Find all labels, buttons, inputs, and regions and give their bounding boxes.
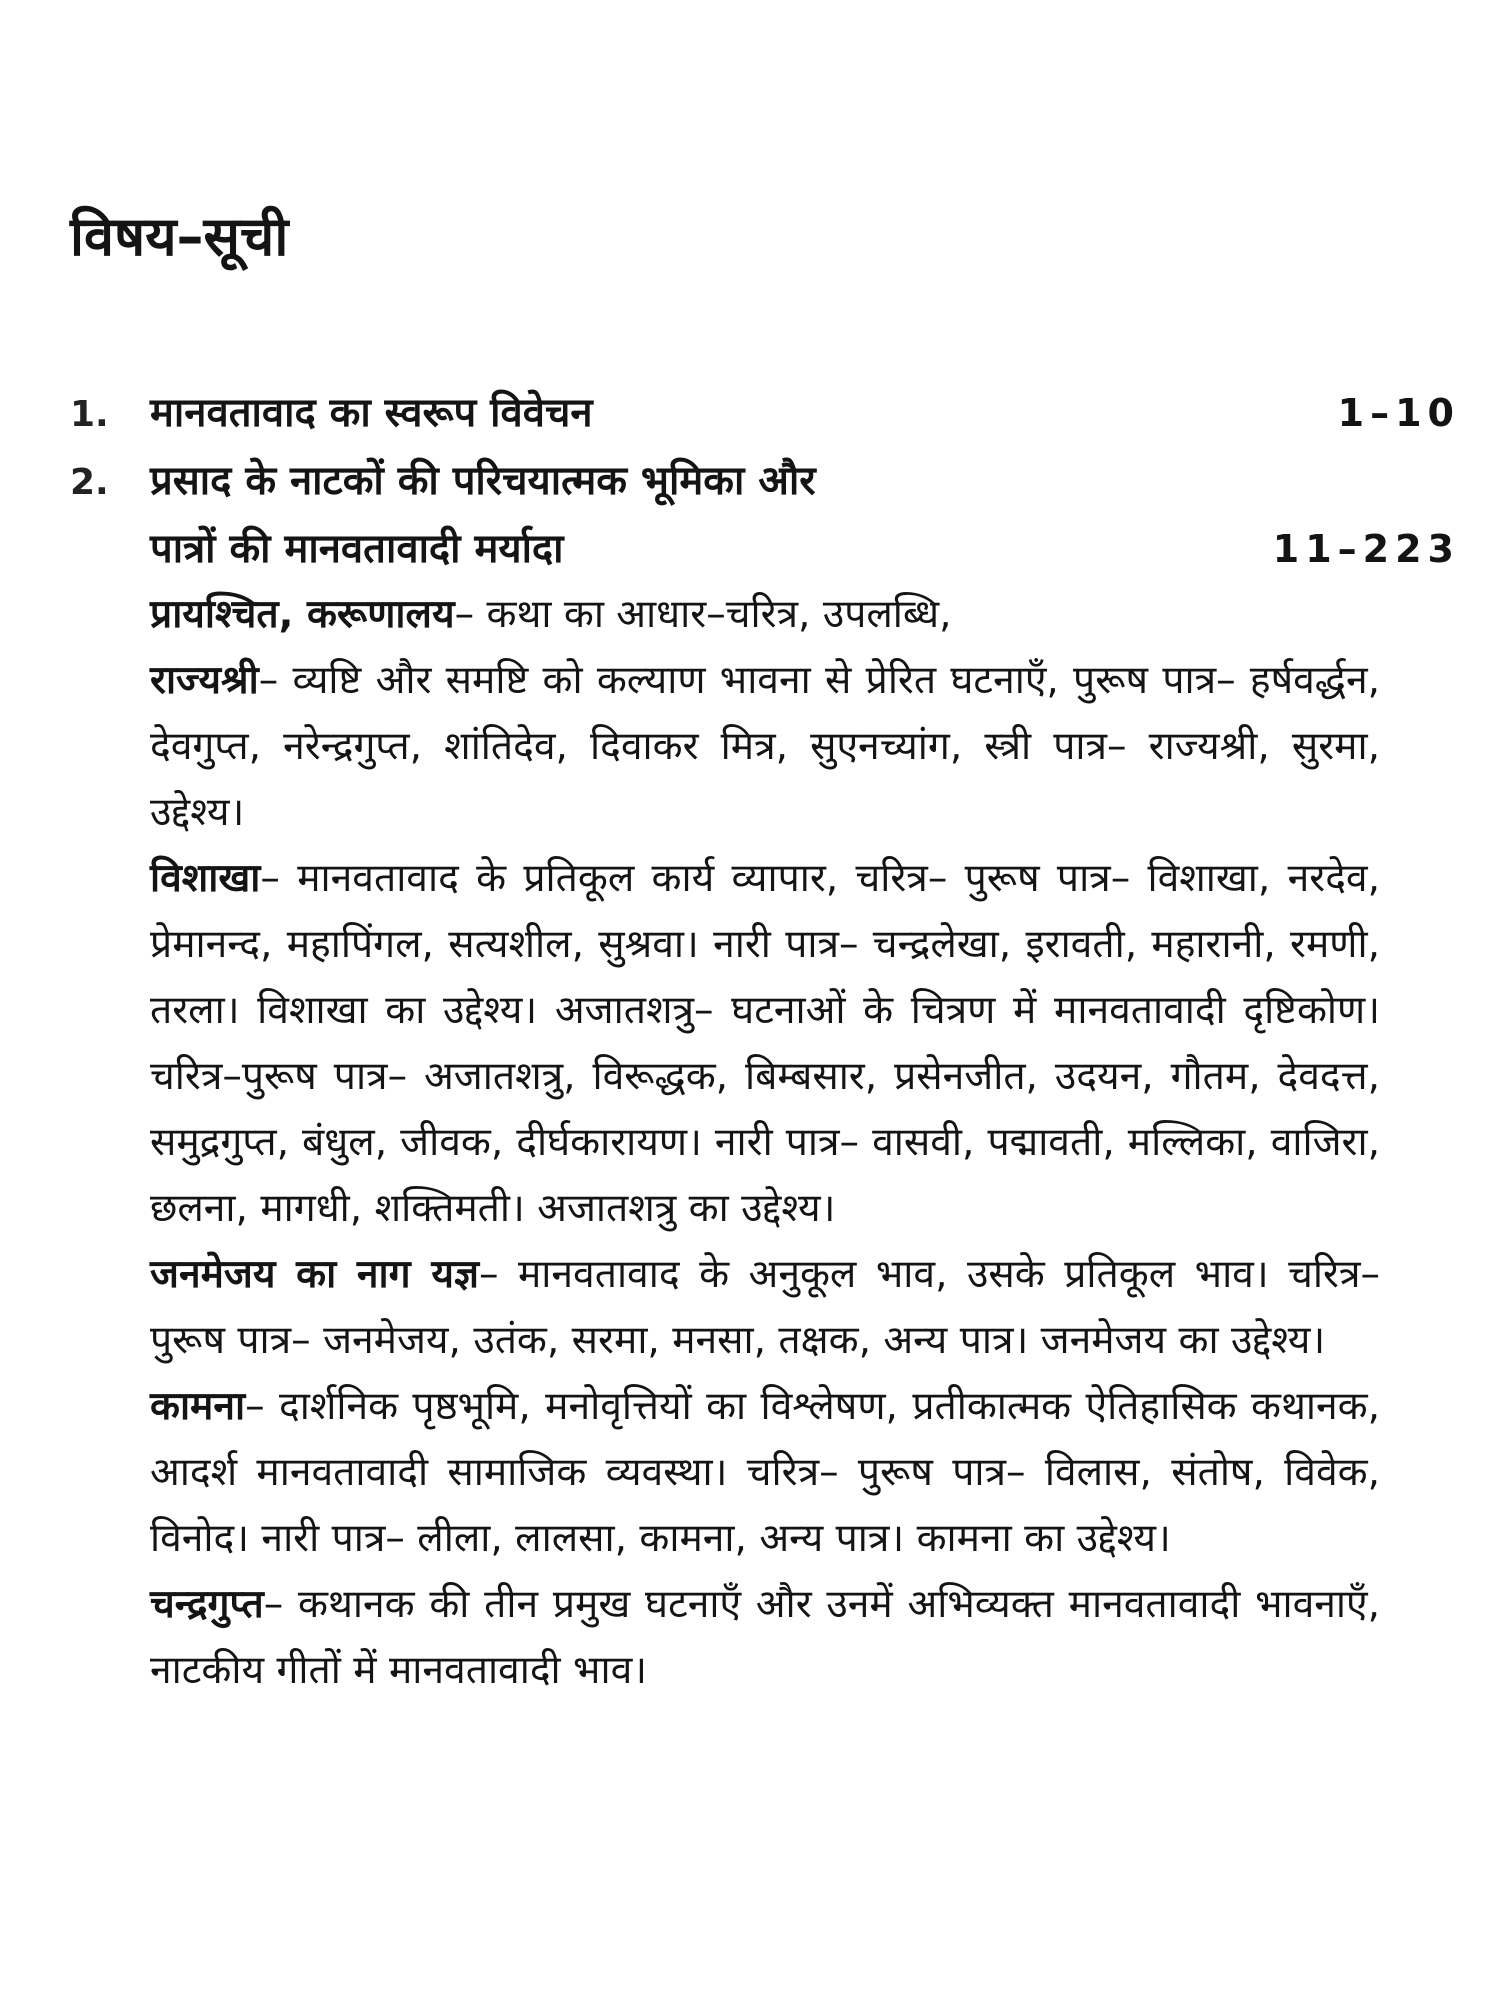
detail-text: – कथानक की तीन प्रमुख घटनाएँ और उनमें अभिव्यक्त मानवतावादी भावनाएँ, नाटकीय गीतों में मानवतावादी भाव।	[150, 1582, 1380, 1693]
detail-heading: चन्द्रगुप्त	[150, 1582, 264, 1627]
detail-heading: प्रायश्चित, करूणालय	[150, 592, 455, 637]
detail-text: – कथा का आधार–चरित्र, उपलब्धि,	[454, 592, 952, 637]
toc-entry-title-line-2: पात्रों की मानवतावादी मर्यादा	[150, 526, 564, 572]
page-title: विषय–सूची	[70, 205, 289, 268]
detail-paragraph	[150, 1242, 1380, 1374]
table-of-contents	[70, 380, 1460, 1704]
toc-entry-number: 1.	[70, 394, 109, 435]
detail-heading: राज्यश्री	[150, 658, 259, 703]
toc-entry-pages: 1–10	[1337, 391, 1460, 435]
detail-heading: जनमेजय का नाग यज्ञ	[150, 1252, 479, 1297]
toc-entry-2	[70, 448, 1460, 516]
detail-paragraph	[150, 648, 1380, 846]
detail-paragraph	[150, 846, 1380, 1242]
detail-text: – मानवतावाद के प्रतिकूल कार्य व्यापार, चरित्र– पुरूष पात्र– विशाखा, नरदेव, प्रेमानन्द, महापिंगल, सत्यशील, सुश्रवा। नारी पात्र– चन्द्रलेखा, इरावती, महारानी, रमणी, तरला। विशाखा का उद्देश्य। अजातशत्रु– घटनाओं के चित्रण में मानवतावादी दृष्टिकोण। चरित्र–पुरूष पात्र– अजातशत्रु, विरूद्धक, बिम्बसार, प्रसेनजीत, उदयन, गौतम, देवदत्त, समुद्रगुप्त, बंधुल, जीवक, दीर्घकारायण। नारी पात्र– वासवी, पद्मावती, मल्लिका, वाजिरा, छलना, मागधी, शक्तिमती। अजातशत्रु का उद्देश्य।	[150, 856, 1380, 1231]
toc-entry-number: 2.	[70, 462, 109, 503]
toc-entry-2-details	[150, 582, 1380, 1704]
toc-entry-title-line-1: प्रसाद के नाटकों की परिचयात्मक भूमिका और	[150, 458, 816, 504]
toc-entry-pages: 11–223	[1272, 527, 1460, 571]
toc-entry-title: मानवतावाद का स्वरूप विवेचन	[150, 390, 593, 436]
detail-text: – दार्शनिक पृष्ठभूमि, मनोवृत्तियों का विश्लेषण, प्रतीकात्मक ऐतिहासिक कथानक, आदर्श मानवतावादी सामाजिक व्यवस्था। चरित्र– पुरूष पात्र– विलास, संतोष, विवेक, विनोद। नारी पात्र– लीला, लालसा, कामना, अन्य पात्र। कामना का उद्देश्य।	[150, 1384, 1380, 1561]
toc-entry-1	[70, 380, 1460, 448]
detail-text: – व्यष्टि और समष्टि को कल्याण भावना से प्रेरित घटनाएँ, पुरूष पात्र– हर्षवर्द्धन, देवगुप्त, नरेन्द्रगुप्त, शांतिदेव, दिवाकर मित्र, सुएनच्यांग, स्त्री पात्र– राज्यश्री, सुरमा, उद्देश्य।	[150, 658, 1380, 835]
detail-paragraph	[150, 582, 1380, 648]
detail-heading: कामना	[150, 1384, 246, 1429]
detail-heading: विशाखा	[150, 856, 261, 901]
detail-text: – मानवतावाद के अनुकूल भाव, उसके प्रतिकूल भाव। चरित्र– पुरूष पात्र– जनमेजय, उतंक, सरमा, मनसा, तक्षक, अन्य पात्र। जनमेजय का उद्देश्य।	[150, 1252, 1381, 1363]
detail-paragraph	[150, 1374, 1380, 1572]
toc-entry-2-continued	[70, 516, 1460, 582]
detail-paragraph	[150, 1572, 1380, 1704]
